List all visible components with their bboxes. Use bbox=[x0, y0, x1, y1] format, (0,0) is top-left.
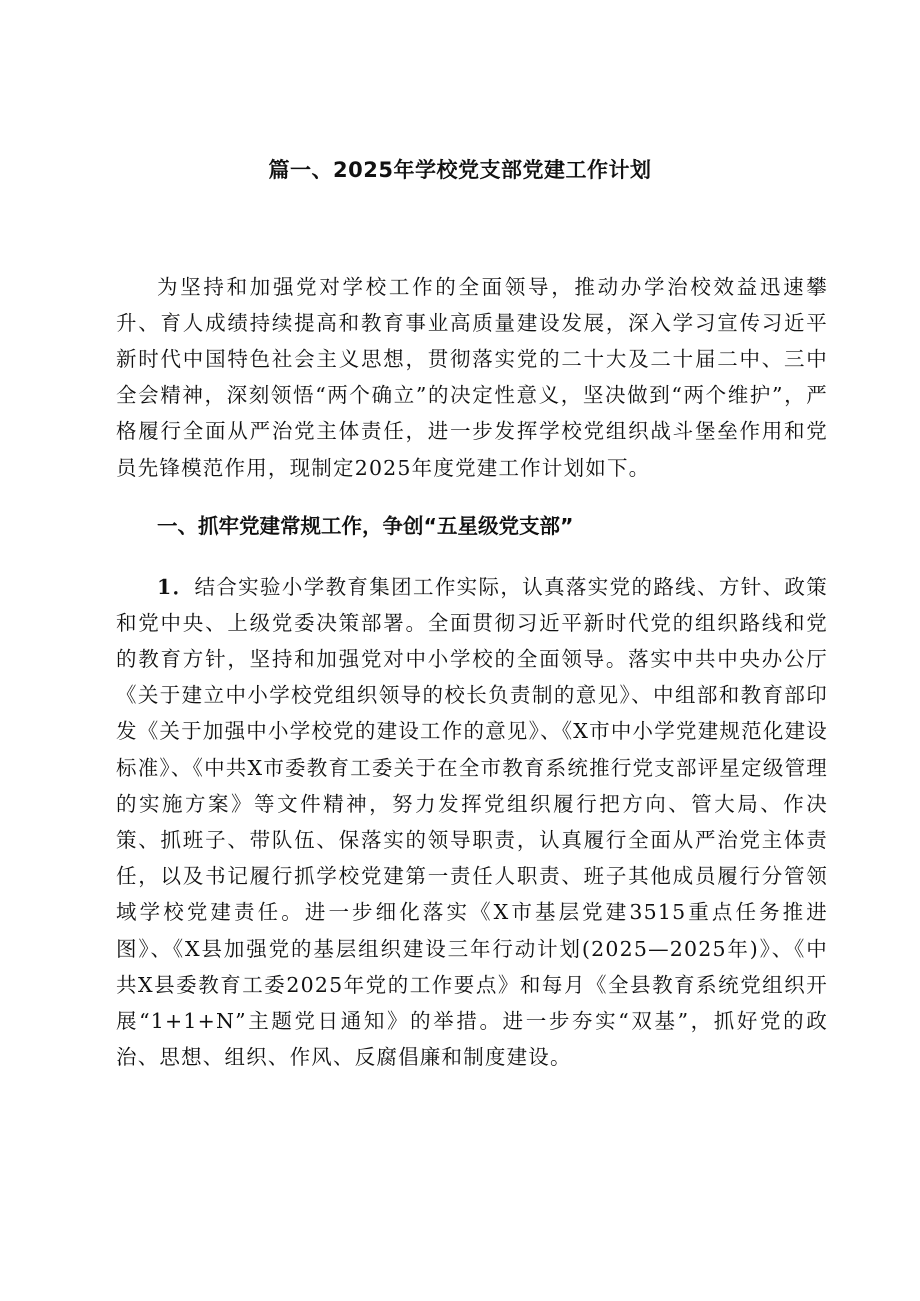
item-text: 结合实验小学教育集团工作实际，认真落实党的路线、方针、政策和党中央、上级党委决策部署。全面贯彻习近平新时代党的组织路线和党的教育方针，坚持和加强党对中小学校的全面领导。落实中共中央办公厅《关于建立中小学校党组织领导的校长负责制的意见》、中组部和教育部印发《关于加强中小学校党的建设工作的意见》、《X市中小学党建规范化建设标准》、《中共X市委教育工委关于在全市教育系统推行党支部评星定级管理的实施方案》等文件精神，努力发挥党组织履行把方向、管大局、作决策、抓班子、带队伍、保落实的领导职责，认真履行全面从严治党主体责任，以及书记履行抓学校党建第一责任人职责、班子其他成员履行分管领域学校党建责任。进一步细化落实《X市基层党建3515重点任务推进图》、《X县加强党的基层组织建设三年行动计划(2025—2025年)》、《中共X县委教育工委2025年党的工作要点》和每月《全县教育系统党组织开展“1+1+N”主题党日通知》的举措。进一步夯实“双基”，抓好党的政治、思想、组织、作风、反腐倡廉和制度建设。 bbox=[116, 574, 828, 1070]
item-number: 1． bbox=[157, 574, 195, 599]
section-heading: 一、抓牢党建常规工作，争创“五星级党支部” bbox=[157, 514, 574, 538]
document-title: 篇一、2025年学校党支部党建工作计划 bbox=[268, 158, 652, 182]
item-paragraph bbox=[116, 569, 828, 1076]
intro-paragraph: 为坚持和加强党对学校工作的全面领导，推动办学治校效益迅速攀升、育人成绩持续提高和教育事业高质量建设发展，深入学习宣传习近平新时代中国特色社会主义思想，贯彻落实党的二十大及二十届二中、三中全会精神，深刻领悟“两个确立”的决定性意义，坚决做到“两个维护”，严格履行全面从严治党主体责任，进一步发挥学校党组织战斗堡垒作用和党员先锋模范作用，现制定2025年度党建工作计划如下。 bbox=[116, 274, 828, 480]
